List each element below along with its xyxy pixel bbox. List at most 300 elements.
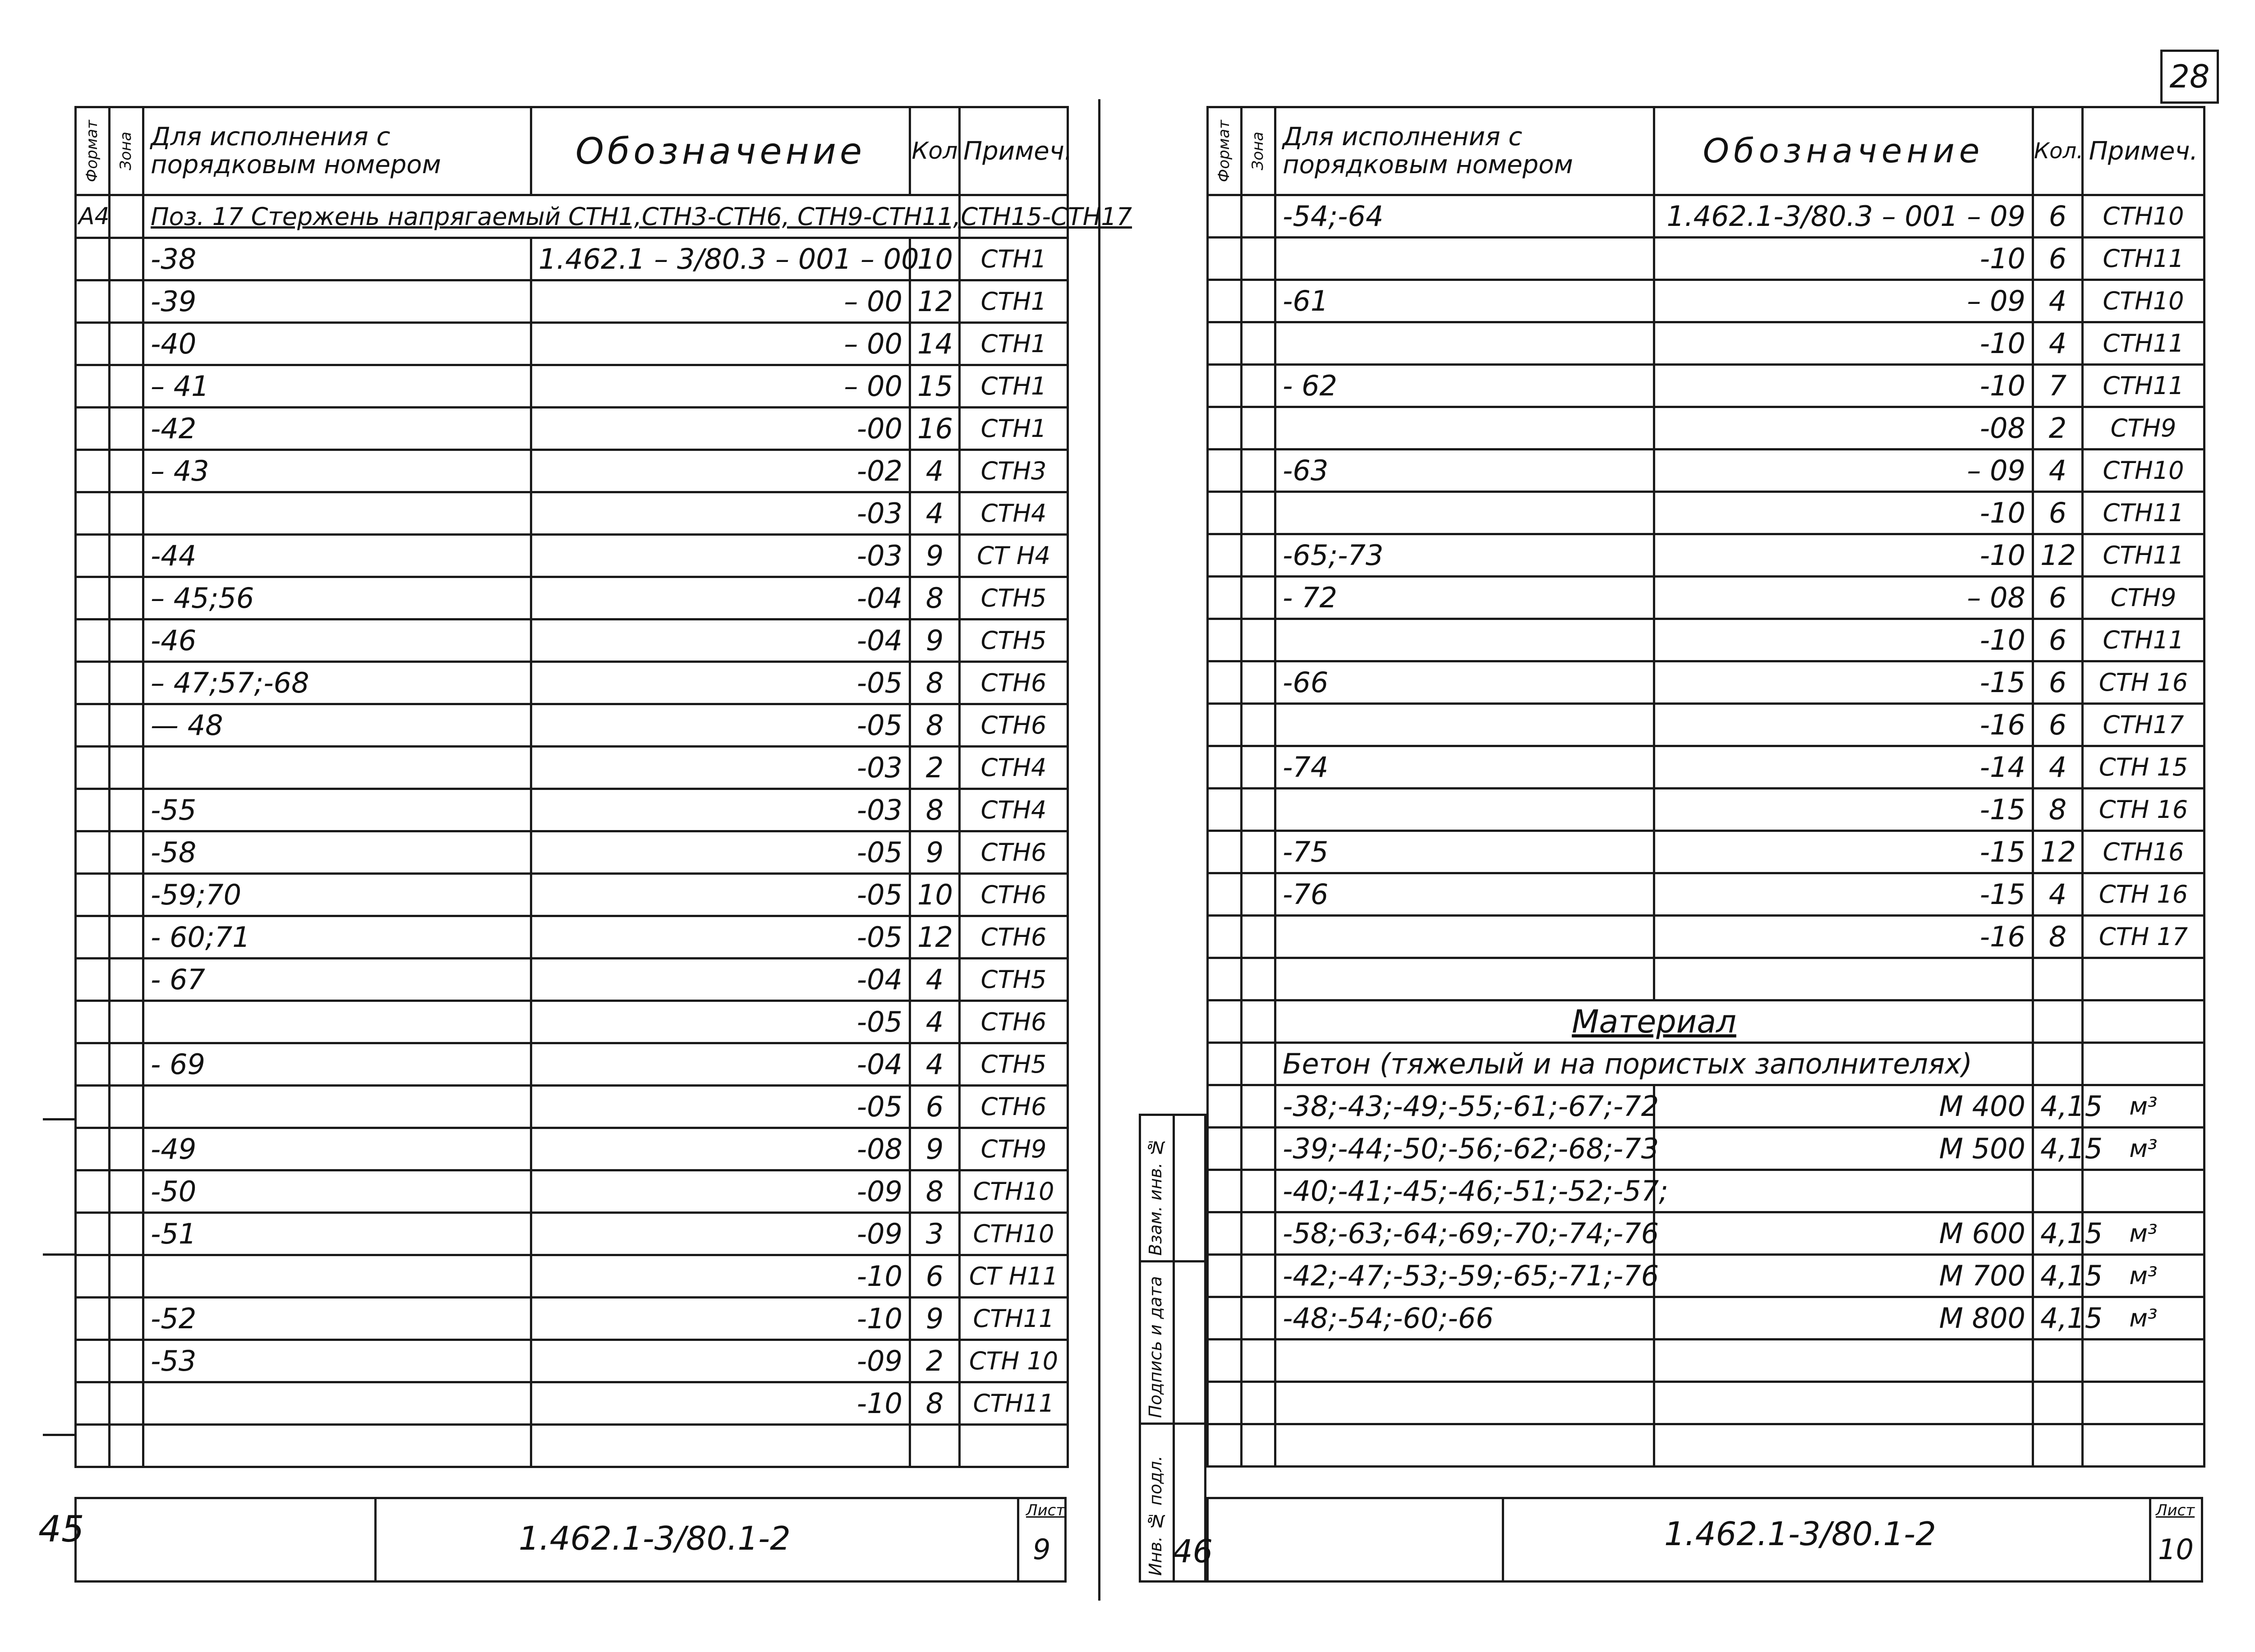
table-row [76,450,1068,492]
variant-cell: -63 [1275,450,1654,492]
designation-cell [1654,958,2033,1000]
qty-cell: 12 [2033,831,2083,873]
format-cell [1208,958,1242,1000]
note-cell: СТН1 [960,365,1068,408]
note-cell: СТН4 [960,747,1068,789]
material-title-row [1208,1000,2204,1043]
left-margin-number: 45 [38,1508,84,1550]
qty-cell: 4,15 [2033,1085,2083,1128]
designation-cell: -15 [1654,789,2033,831]
zone-cell [110,408,143,450]
table-row [76,577,1068,620]
table-row [76,280,1068,323]
material-subtitle-row [1208,1043,2204,1085]
variant-cell: – 43 [143,450,531,492]
note-cell: СТН5 [960,959,1068,1001]
zone-cell [110,789,143,831]
designation-cell: -15 [1654,661,2033,704]
format-cell [1208,1085,1242,1128]
variant-cell [1275,958,1654,1000]
format-cell [1208,873,1242,916]
zone-cell [1242,958,1275,1000]
note-cell [2083,1382,2204,1424]
variant-cell: - 67 [143,959,531,1001]
format-cell [1208,661,1242,704]
designation-cell: -05 [531,916,910,959]
variant-cell [1275,238,1654,280]
format-cell [76,323,110,365]
qty-cell: 8 [2033,789,2083,831]
note-cell: СТН11 [2083,322,2204,365]
designation-cell: – 09 [1654,280,2033,322]
format-cell [76,408,110,450]
variant-cell: -48;-54;-60;-66 [1275,1297,1654,1340]
table-row [76,1001,1068,1043]
zone-cell [1242,1255,1275,1297]
qty-cell: 4 [2033,450,2083,492]
note-cell: СТН11 [960,1382,1068,1425]
format-cell [76,492,110,535]
format-cell [1208,619,1242,661]
designation-cell: – 00 [531,365,910,408]
format-cell [1208,1297,1242,1340]
designation-cell: -00 [531,408,910,450]
note-cell [2083,1170,2204,1212]
qty-cell: 4 [2033,873,2083,916]
variant-cell: -40;-41;-45;-46;-51;-52;-57; [1275,1170,1654,1212]
table-row [1208,1212,2204,1255]
table-row [1208,873,2204,916]
zone-cell [110,1001,143,1043]
designation-cell: -04 [531,1043,910,1086]
format-cell: А4 [76,195,110,238]
qty-cell: 6 [2033,704,2083,746]
variant-cell: -42;-47;-53;-59;-65;-71;-76 [1275,1255,1654,1297]
table-row [1208,450,2204,492]
format-cell [1208,450,1242,492]
qty-cell: 6 [2033,238,2083,280]
designation-cell: М 800 [1654,1297,2033,1340]
note-cell: СТН1 [960,280,1068,323]
note-cell: СТН3 [960,450,1068,492]
qty-cell: 4 [2033,280,2083,322]
zone-cell [1242,789,1275,831]
note-cell: СТН5 [960,1043,1068,1086]
variant-cell: -39 [143,280,531,323]
qty-cell: 6 [2033,577,2083,619]
qty-cell: 8 [910,662,960,704]
designation-cell: М 400 [1654,1085,2033,1128]
zone-cell [1242,916,1275,958]
table-row [76,1128,1068,1170]
note-cell: СТН1 [960,238,1068,280]
table-row [1208,1382,2204,1424]
header-variant: Для исполнения с порядковым номером [1275,107,1654,195]
variant-cell: – 45;56 [143,577,531,620]
qty-cell: 15 [910,365,960,408]
strip-label-sign: Подпись и дата [1146,1276,1165,1418]
zone-cell [1242,1297,1275,1340]
table-row [1208,789,2204,831]
note-cell: м³ [2083,1212,2204,1255]
format-cell [76,959,110,1001]
variant-cell: -61 [1275,280,1654,322]
format-cell [76,704,110,747]
qty-cell: 12 [2033,534,2083,577]
qty-cell: 6 [910,1255,960,1298]
format-cell [76,238,110,280]
zone-cell [1242,1085,1275,1128]
designation-cell: -14 [1654,746,2033,789]
variant-cell: -51 [143,1213,531,1255]
variant-cell [1275,619,1654,661]
qty-cell: 2 [910,747,960,789]
qty-cell: 7 [2033,365,2083,407]
designation-cell: М 700 [1654,1255,2033,1297]
zone-cell [1242,873,1275,916]
variant-cell: — 48 [143,704,531,747]
format-cell [1208,322,1242,365]
format-cell [76,916,110,959]
format-cell [1208,238,1242,280]
qty-cell [2033,958,2083,1000]
material-subtitle: Бетон (тяжелый и на пористых заполнителях) [1275,1043,2033,1085]
table-row [1208,1085,2204,1128]
note-cell: м³ [2083,1085,2204,1128]
designation-cell [1654,1424,2033,1467]
zone-cell [110,1298,143,1340]
note-cell: СТН4 [960,492,1068,535]
variant-cell [143,492,531,535]
zone-cell [1242,534,1275,577]
table-row [1208,916,2204,958]
qty-cell: 14 [910,323,960,365]
designation-cell: -04 [531,620,910,662]
table-row [76,1043,1068,1086]
right-title-code: 1.462.1-3/80.1-2 [1664,1515,1936,1553]
qty-cell: 4,15 [2033,1297,2083,1340]
format-cell [76,1086,110,1128]
variant-cell: -55 [143,789,531,831]
format-cell [1208,746,1242,789]
right-margin-number: 46 [1173,1533,1213,1570]
format-cell [1208,577,1242,619]
left-title-code: 1.462.1-3/80.1-2 [519,1519,791,1557]
format-cell [76,789,110,831]
qty-cell [2033,1340,2083,1382]
note-cell: СТН16 [2083,831,2204,873]
designation-cell: -09 [531,1213,910,1255]
designation-cell: -16 [1654,916,2033,958]
note-cell: СТН10 [2083,450,2204,492]
format-cell [76,620,110,662]
qty-cell: 2 [910,1340,960,1382]
designation-cell: -05 [531,831,910,874]
table-row [76,1382,1068,1425]
variant-cell [1275,492,1654,534]
designation-cell: -08 [1654,407,2033,450]
format-cell [76,1255,110,1298]
note-cell: СТН11 [960,1298,1068,1340]
format-cell [1208,704,1242,746]
qty-cell [2033,1170,2083,1212]
variant-cell: -76 [1275,873,1654,916]
designation-cell [1654,1170,2033,1212]
variant-cell: -39;-44;-50;-56;-62;-68;-73 [1275,1128,1654,1170]
page-number-box [2160,50,2219,104]
qty-cell: 8 [910,789,960,831]
header-designation: Обозначение [1654,107,2033,195]
zone-cell [1242,577,1275,619]
qty-cell: 4 [2033,322,2083,365]
table-row [1208,746,2204,789]
note-cell [2083,1424,2204,1467]
designation-cell: -04 [531,577,910,620]
qty-cell: 9 [910,831,960,874]
format-cell [1208,534,1242,577]
variant-cell: -38 [143,238,531,280]
designation-cell: -05 [531,874,910,916]
header-note: Примеч. [2083,107,2204,195]
designation-cell: -10 [1654,238,2033,280]
zone-cell [110,662,143,704]
right-list-label: Лист [2156,1501,2195,1519]
note-cell: СТН6 [960,831,1068,874]
table-row [1208,1297,2204,1340]
table-row [76,1086,1068,1128]
position-title-row [76,195,1068,238]
qty-cell: 8 [910,577,960,620]
zone-cell [1242,280,1275,322]
table-row [1208,661,2204,704]
format-cell [1208,280,1242,322]
designation-cell: -10 [1654,492,2033,534]
table-row [76,662,1068,704]
right-table-body [1208,195,2204,1467]
page-number: 28 [2169,58,2210,95]
designation-cell: -03 [531,535,910,577]
left-list-label: Лист [1026,1501,1065,1519]
zone-cell [1242,1128,1275,1170]
table-row [76,408,1068,450]
qty-cell: 12 [910,916,960,959]
table-row [1208,704,2204,746]
variant-cell: -65;-73 [1275,534,1654,577]
designation-cell: -03 [531,492,910,535]
note-cell: СТН11 [2083,619,2204,661]
designation-cell: -10 [1654,322,2033,365]
format-cell [76,450,110,492]
variant-cell [143,1425,531,1467]
variant-cell: - 60;71 [143,916,531,959]
zone-cell [110,450,143,492]
note-cell: СТН5 [960,620,1068,662]
qty-cell: 9 [910,535,960,577]
header-variant: Для исполнения с порядковым номером [143,107,531,195]
table-row [1208,238,2204,280]
side-approval-strip [1139,1114,1206,1583]
qty-cell: 4 [910,1043,960,1086]
zone-cell [1242,492,1275,534]
format-cell [76,1425,110,1467]
qty-cell: 8 [2033,916,2083,958]
variant-cell [1275,1382,1654,1424]
zone-cell [1242,365,1275,407]
format-cell [1208,831,1242,873]
zone-cell [110,577,143,620]
designation-cell: М 500 [1654,1128,2033,1170]
format-cell [1208,916,1242,958]
format-cell [1208,365,1242,407]
designation-cell: -10 [531,1382,910,1425]
table-row [76,492,1068,535]
qty-cell: 16 [910,408,960,450]
table-row [1208,958,2204,1000]
table-row [76,789,1068,831]
format-cell [1208,789,1242,831]
table-row [1208,280,2204,322]
zone-cell [110,704,143,747]
table-row [76,831,1068,874]
zone-cell [1242,746,1275,789]
designation-cell: -04 [531,959,910,1001]
table-row [1208,322,2204,365]
table-row [76,916,1068,959]
note-cell: СТН6 [960,662,1068,704]
note-cell: СТН9 [960,1128,1068,1170]
note-cell: СТН 16 [2083,873,2204,916]
variant-cell: -66 [1275,661,1654,704]
table-row [1208,1340,2204,1382]
zone-cell [110,874,143,916]
qty-cell: 4,15 [2033,1128,2083,1170]
designation-cell: -02 [531,450,910,492]
qty-cell: 4 [910,959,960,1001]
table-row [1208,1424,2204,1467]
zone-cell [110,535,143,577]
fold-line [1098,99,1100,1601]
designation-cell: -15 [1654,873,2033,916]
zone-cell [110,1255,143,1298]
qty-cell: 2 [2033,407,2083,450]
note-cell: СТ Н4 [960,535,1068,577]
qty-cell: 4,15 [2033,1255,2083,1297]
zone-cell [110,1425,143,1467]
format-cell [76,1298,110,1340]
table-row [1208,619,2204,661]
table-row [76,1213,1068,1255]
designation-cell: 1.462.1-3/80.3 – 001 – 09 [1654,195,2033,238]
designation-cell: -08 [531,1128,910,1170]
table-row [76,323,1068,365]
table-row [1208,195,2204,238]
table-row [76,365,1068,408]
variant-cell: -75 [1275,831,1654,873]
qty-cell: 8 [910,704,960,747]
qty-cell: 6 [2033,492,2083,534]
designation-cell: -15 [1654,831,2033,873]
table-row [76,704,1068,747]
format-cell [1208,195,1242,238]
table-row [1208,534,2204,577]
designation-cell: – 00 [531,280,910,323]
table-row [1208,1255,2204,1297]
header-zone: Зона [110,107,143,195]
format-cell [76,1382,110,1425]
zone-cell [110,747,143,789]
variant-cell: -52 [143,1298,531,1340]
table-row [76,535,1068,577]
variant-cell [143,1086,531,1128]
qty-cell: 8 [910,1382,960,1425]
right-spec-table [1206,106,2205,1468]
zone-cell [1242,450,1275,492]
zone-cell [110,280,143,323]
variant-cell: -42 [143,408,531,450]
header-format: Формат [1208,107,1242,195]
note-cell: СТН 15 [2083,746,2204,789]
qty-cell: 12 [910,280,960,323]
note-cell: СТН6 [960,916,1068,959]
designation-cell: -03 [531,789,910,831]
designation-cell: – 08 [1654,577,2033,619]
zone-cell [1242,238,1275,280]
qty-cell: 4 [2033,746,2083,789]
material-title: Материал [1275,1000,2033,1043]
table-row [1208,365,2204,407]
format-cell [1208,1424,1242,1467]
zone-cell [1242,1212,1275,1255]
zone-cell [110,365,143,408]
variant-cell [1275,916,1654,958]
variant-cell: -44 [143,535,531,577]
zone-cell [110,1382,143,1425]
variant-cell: -50 [143,1170,531,1213]
table-row [1208,831,2204,873]
designation-cell: -10 [531,1255,910,1298]
zone-cell [110,620,143,662]
note-cell [960,1425,1068,1467]
designation-cell: – 00 [531,323,910,365]
variant-cell: -49 [143,1128,531,1170]
zone-cell [1242,831,1275,873]
qty-cell [2033,1382,2083,1424]
table-row [76,1298,1068,1340]
note-cell: м³ [2083,1128,2204,1170]
format-cell [76,535,110,577]
zone-cell [110,1170,143,1213]
zone-cell [110,1128,143,1170]
format-cell [1208,1212,1242,1255]
format-cell [76,1128,110,1170]
variant-cell [1275,1340,1654,1382]
format-cell [76,280,110,323]
variant-cell [1275,1424,1654,1467]
designation-cell [1654,1340,2033,1382]
note-cell: СТН 17 [2083,916,2204,958]
table-row [1208,492,2204,534]
variant-cell: -46 [143,620,531,662]
zone-cell [110,323,143,365]
variant-cell: - 62 [1275,365,1654,407]
zone-cell [1242,619,1275,661]
header-designation: Обозначение [531,107,910,195]
zone-cell [110,1086,143,1128]
designation-cell: -05 [531,1001,910,1043]
designation-cell [531,1425,910,1467]
note-cell: СТН11 [2083,492,2204,534]
table-row [1208,1128,2204,1170]
